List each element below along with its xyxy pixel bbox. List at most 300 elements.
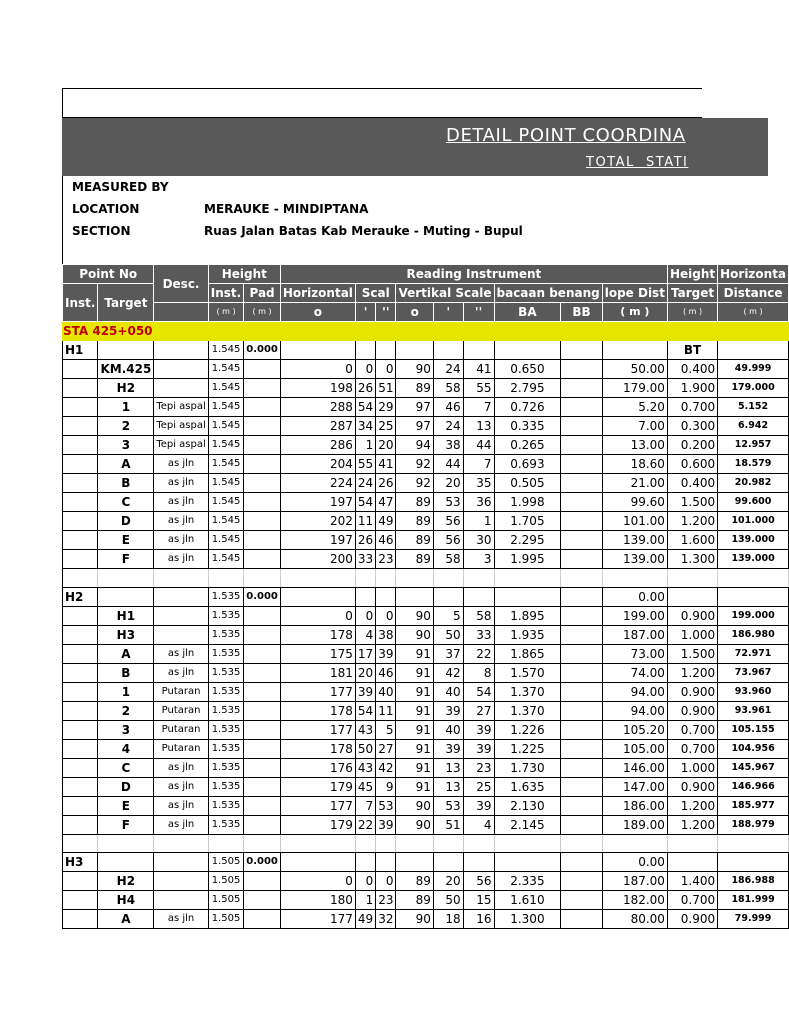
cell-inst — [63, 417, 98, 436]
cell-vd: 90 — [396, 625, 433, 644]
cell-dist: 49.999 — [718, 360, 789, 379]
cell-ba: 1.935 — [494, 625, 561, 644]
cell-hs: 39 — [376, 644, 396, 663]
cell-vm: 50 — [433, 625, 463, 644]
cell-target: 3 — [98, 436, 154, 455]
cell-ht: 0.700 — [667, 739, 717, 758]
cell-dist: 93.960 — [718, 682, 789, 701]
empty-cell — [718, 569, 789, 588]
cell-hd: 178 — [280, 701, 355, 720]
cell-desc — [154, 587, 208, 606]
cell-desc — [154, 606, 208, 625]
empty-cell — [463, 569, 494, 588]
cell-hm: 7 — [355, 796, 375, 815]
cell-ba: 1.895 — [494, 606, 561, 625]
cell-ht: 1.200 — [667, 815, 717, 834]
cell-ht — [667, 853, 717, 872]
cell-bb — [561, 474, 602, 493]
cell-sd: 18.60 — [602, 455, 667, 474]
cell-vm: 42 — [433, 663, 463, 682]
cell-ht: 1.900 — [667, 379, 717, 398]
cell-bb — [561, 891, 602, 910]
cell-inst — [63, 436, 98, 455]
empty-cell — [433, 834, 463, 853]
empty-cell — [667, 834, 717, 853]
cell-bb — [561, 777, 602, 796]
cell-bb — [561, 796, 602, 815]
cell-hm: 24 — [355, 474, 375, 493]
table-row — [63, 379, 789, 398]
cell-vd — [396, 341, 433, 360]
cell-hs — [376, 587, 396, 606]
cell-ht: 1.000 — [667, 758, 717, 777]
cell-dist: 146.966 — [718, 777, 789, 796]
cell-hi: 1.545 — [208, 550, 243, 569]
cell-vs: 39 — [463, 796, 494, 815]
cell-hi: 1.535 — [208, 815, 243, 834]
cell-desc: Putaran — [154, 720, 208, 739]
cell-ht: 1.500 — [667, 493, 717, 512]
cell-hm: 20 — [355, 663, 375, 682]
cell-pad: 0.000 — [244, 587, 281, 606]
cell-ht — [667, 587, 717, 606]
cell-hm: 49 — [355, 910, 375, 929]
cell-hm: 0 — [355, 360, 375, 379]
cell-ht: 1.200 — [667, 663, 717, 682]
cell-vm: 56 — [433, 512, 463, 531]
cell-hs: 25 — [376, 417, 396, 436]
station-row — [63, 587, 789, 606]
cell-pad — [244, 739, 281, 758]
cell-hm: 0 — [355, 872, 375, 891]
cell-sd: 13.00 — [602, 436, 667, 455]
cell-pad — [244, 910, 281, 929]
cell-vd: 91 — [396, 663, 433, 682]
cell-vd: 91 — [396, 777, 433, 796]
cell-vd: 89 — [396, 512, 433, 531]
cell-ba: 2.795 — [494, 379, 561, 398]
cell-hm: 39 — [355, 682, 375, 701]
cell-hs: 26 — [376, 474, 396, 493]
cell-ba: 0.693 — [494, 455, 561, 474]
cell-hi: 1.545 — [208, 360, 243, 379]
blank-row — [63, 834, 789, 853]
cell-hm: 43 — [355, 758, 375, 777]
cell-dist: 72.971 — [718, 644, 789, 663]
cell-hi: 1.545 — [208, 493, 243, 512]
table-row — [63, 701, 789, 720]
cell-hs: 32 — [376, 910, 396, 929]
cell-desc: as jln — [154, 455, 208, 474]
empty-cell — [355, 834, 375, 853]
cell-sd: 73.00 — [602, 644, 667, 663]
hdr-slope-dist: lope Dist — [602, 284, 667, 303]
cell-hd: 175 — [280, 644, 355, 663]
cell-ba: 1.705 — [494, 512, 561, 531]
cell-hm: 45 — [355, 777, 375, 796]
cell-target: B — [98, 663, 154, 682]
survey-table — [62, 264, 789, 929]
cell-ht: 0.900 — [667, 777, 717, 796]
cell-bb — [561, 512, 602, 531]
cell-pad — [244, 777, 281, 796]
cell-vd: 91 — [396, 720, 433, 739]
table-row — [63, 815, 789, 834]
empty-cell — [355, 569, 375, 588]
cell-desc: as jln — [154, 474, 208, 493]
cell-ht: 1.400 — [667, 872, 717, 891]
cell-desc: as jln — [154, 796, 208, 815]
cell-hs: 0 — [376, 360, 396, 379]
hdr-height: Height — [208, 265, 280, 284]
cell-hi: 1.505 — [208, 891, 243, 910]
cell-hd: 179 — [280, 777, 355, 796]
cell-bb — [561, 872, 602, 891]
cell-inst — [63, 474, 98, 493]
table-row — [63, 644, 789, 663]
empty-cell — [154, 834, 208, 853]
cell-hm: 26 — [355, 531, 375, 550]
blank-row — [63, 569, 789, 588]
cell-ht: 1.000 — [667, 625, 717, 644]
cell-pad — [244, 720, 281, 739]
cell-dist: 18.579 — [718, 455, 789, 474]
empty-cell — [602, 834, 667, 853]
cell-hs: 51 — [376, 379, 396, 398]
cell-vd: 89 — [396, 891, 433, 910]
cell-vd: 90 — [396, 360, 433, 379]
cell-hs: 27 — [376, 739, 396, 758]
cell-pad — [244, 455, 281, 474]
empty-cell — [602, 569, 667, 588]
table-row — [63, 436, 789, 455]
cell-vm: 44 — [433, 455, 463, 474]
hdr-horizontal-dist: Horizonta — [718, 265, 789, 284]
cell-desc: as jln — [154, 910, 208, 929]
cell-vd — [396, 587, 433, 606]
cell-target: 1 — [98, 398, 154, 417]
cell-hi: 1.535 — [208, 606, 243, 625]
cell-hs: 38 — [376, 625, 396, 644]
cell-pad — [244, 606, 281, 625]
cell-hi: 1.535 — [208, 720, 243, 739]
cell-vs: 39 — [463, 720, 494, 739]
cell-vm: 50 — [433, 891, 463, 910]
table-row — [63, 720, 789, 739]
table-row — [63, 360, 789, 379]
cell-hd: 198 — [280, 379, 355, 398]
cell-target: B — [98, 474, 154, 493]
cell-sd: 187.00 — [602, 872, 667, 891]
cell-bb — [561, 493, 602, 512]
cell-inst — [63, 360, 98, 379]
table-row — [63, 796, 789, 815]
hdr-unit-distance: ( m ) — [718, 303, 789, 322]
cell-sd: 99.60 — [602, 493, 667, 512]
cell-vd: 97 — [396, 398, 433, 417]
cell-sd: 21.00 — [602, 474, 667, 493]
cell-inst: H3 — [63, 853, 98, 872]
cell-vd: 97 — [396, 417, 433, 436]
hdr-height-inst: Inst. — [208, 284, 243, 303]
cell-vd: 92 — [396, 455, 433, 474]
cell-hi: 1.545 — [208, 417, 243, 436]
cell-hm: 17 — [355, 644, 375, 663]
cell-bb — [561, 587, 602, 606]
cell-vd: 91 — [396, 739, 433, 758]
station-row — [63, 341, 789, 360]
cell-sd: 105.00 — [602, 739, 667, 758]
cell-vs: 13 — [463, 417, 494, 436]
hdr-h-min: ' — [355, 303, 375, 322]
cell-pad — [244, 701, 281, 720]
cell-dist: 79.999 — [718, 910, 789, 929]
cell-inst — [63, 455, 98, 474]
hdr-target: Target — [98, 284, 154, 322]
cell-hs: 0 — [376, 872, 396, 891]
cell-vs: 23 — [463, 758, 494, 777]
cell-vd: 89 — [396, 379, 433, 398]
section-row — [63, 322, 789, 341]
cell-ba — [494, 341, 561, 360]
cell-ht: 0.900 — [667, 606, 717, 625]
cell-target: H4 — [98, 891, 154, 910]
cell-hd: 177 — [280, 796, 355, 815]
cell-vd: 90 — [396, 910, 433, 929]
cell-bb — [561, 739, 602, 758]
cell-hi: 1.545 — [208, 531, 243, 550]
cell-sd: 147.00 — [602, 777, 667, 796]
cell-ba — [494, 587, 561, 606]
cell-ba: 1.995 — [494, 550, 561, 569]
cell-hs: 47 — [376, 493, 396, 512]
cell-hd: 204 — [280, 455, 355, 474]
cell-vs: 55 — [463, 379, 494, 398]
cell-ba: 2.130 — [494, 796, 561, 815]
cell-vs — [463, 341, 494, 360]
cell-hs: 49 — [376, 512, 396, 531]
empty-cell — [376, 834, 396, 853]
measured-by-label: MEASURED BY — [72, 180, 169, 194]
cell-bb — [561, 455, 602, 474]
cell-vs: 35 — [463, 474, 494, 493]
cell-target: A — [98, 910, 154, 929]
cell-bb — [561, 398, 602, 417]
cell-hi: 1.535 — [208, 777, 243, 796]
cell-vm — [433, 341, 463, 360]
cell-bb — [561, 625, 602, 644]
cell-vd: 91 — [396, 682, 433, 701]
cell-vm: 58 — [433, 379, 463, 398]
cell-dist: 186.980 — [718, 625, 789, 644]
hdr-reading-instrument: Reading Instrument — [280, 265, 667, 284]
cell-desc: as jln — [154, 663, 208, 682]
cell-ba: 0.505 — [494, 474, 561, 493]
cell-vm: 24 — [433, 417, 463, 436]
cell-hd: 0 — [280, 360, 355, 379]
cell-inst — [63, 701, 98, 720]
cell-vs: 4 — [463, 815, 494, 834]
cell-hi: 1.545 — [208, 436, 243, 455]
cell-sd: 74.00 — [602, 663, 667, 682]
cell-inst — [63, 398, 98, 417]
cell-bb — [561, 417, 602, 436]
cell-vs: 44 — [463, 436, 494, 455]
cell-pad — [244, 815, 281, 834]
cell-sd: 139.00 — [602, 550, 667, 569]
cell-bb — [561, 644, 602, 663]
cell-hd: 177 — [280, 720, 355, 739]
cell-sd: 186.00 — [602, 796, 667, 815]
cell-vm: 40 — [433, 720, 463, 739]
hdr-ba: BA — [494, 303, 561, 322]
table-row — [63, 872, 789, 891]
empty-cell — [396, 569, 433, 588]
cell-hd: 180 — [280, 891, 355, 910]
cell-vs: 1 — [463, 512, 494, 531]
cell-ht: 0.900 — [667, 701, 717, 720]
cell-desc: as jln — [154, 531, 208, 550]
cell-vs: 33 — [463, 625, 494, 644]
cell-target: H1 — [98, 606, 154, 625]
cell-inst — [63, 720, 98, 739]
cell-hs: 11 — [376, 701, 396, 720]
cell-bb — [561, 701, 602, 720]
cell-vm — [433, 853, 463, 872]
cell-dist: 185.977 — [718, 796, 789, 815]
cell-hi: 1.535 — [208, 701, 243, 720]
cell-hs: 29 — [376, 398, 396, 417]
cell-hd: 200 — [280, 550, 355, 569]
empty-cell — [280, 569, 355, 588]
empty-cell — [98, 834, 154, 853]
cell-ba: 1.370 — [494, 701, 561, 720]
table-row — [63, 682, 789, 701]
cell-dist: 199.000 — [718, 606, 789, 625]
cell-dist: 181.999 — [718, 891, 789, 910]
cell-dist: 179.000 — [718, 379, 789, 398]
cell-bb — [561, 853, 602, 872]
cell-inst: H1 — [63, 341, 98, 360]
cell-inst — [63, 531, 98, 550]
cell-hm: 43 — [355, 720, 375, 739]
cell-pad: 0.000 — [244, 341, 281, 360]
cell-hd: 286 — [280, 436, 355, 455]
table-row — [63, 777, 789, 796]
cell-hm: 0 — [355, 606, 375, 625]
hdr-v-deg: o — [396, 303, 433, 322]
cell-sd: 94.00 — [602, 682, 667, 701]
cell-desc: as jln — [154, 550, 208, 569]
empty-cell — [208, 569, 243, 588]
cell-ht: 0.200 — [667, 436, 717, 455]
empty-cell — [561, 834, 602, 853]
table-row — [63, 758, 789, 777]
cell-hm: 54 — [355, 493, 375, 512]
cell-dist: 99.600 — [718, 493, 789, 512]
cell-vd — [396, 853, 433, 872]
cell-inst — [63, 625, 98, 644]
cell-ht: 0.400 — [667, 360, 717, 379]
cell-hi: 1.545 — [208, 455, 243, 474]
cell-ba: 0.335 — [494, 417, 561, 436]
hdr-unit-pad: ( m ) — [244, 303, 281, 322]
cell-ht: 0.700 — [667, 398, 717, 417]
hdr-unit-inst: ( m ) — [208, 303, 243, 322]
cell-dist: 101.000 — [718, 512, 789, 531]
cell-bb — [561, 663, 602, 682]
cell-hd: 197 — [280, 531, 355, 550]
cell-inst — [63, 758, 98, 777]
cell-target: E — [98, 796, 154, 815]
cell-sd: 0.00 — [602, 853, 667, 872]
cell-vm: 5 — [433, 606, 463, 625]
cell-vs: 15 — [463, 891, 494, 910]
cell-hm: 55 — [355, 455, 375, 474]
cell-vs: 27 — [463, 701, 494, 720]
cell-hm: 22 — [355, 815, 375, 834]
cell-target: C — [98, 493, 154, 512]
cell-hd: 181 — [280, 663, 355, 682]
cell-desc — [154, 853, 208, 872]
cell-hs: 41 — [376, 455, 396, 474]
cell-ba: 0.726 — [494, 398, 561, 417]
cell-hs: 39 — [376, 815, 396, 834]
hdr-h-sec: '' — [376, 303, 396, 322]
hdr-point-no: Point No — [63, 265, 154, 284]
cell-bb — [561, 910, 602, 929]
cell-target: F — [98, 550, 154, 569]
table-row — [63, 474, 789, 493]
cell-desc: Tepi aspal — [154, 436, 208, 455]
cell-hm: 4 — [355, 625, 375, 644]
top-empty-box — [62, 88, 702, 118]
cell-hs — [376, 341, 396, 360]
empty-cell — [718, 834, 789, 853]
cell-hm: 54 — [355, 398, 375, 417]
cell-pad — [244, 512, 281, 531]
cell-dist: 139.000 — [718, 550, 789, 569]
empty-cell — [63, 834, 98, 853]
cell-target: 3 — [98, 720, 154, 739]
cell-desc: Putaran — [154, 701, 208, 720]
header-row-1 — [63, 265, 789, 284]
cell-ba: 2.145 — [494, 815, 561, 834]
cell-ba: 1.730 — [494, 758, 561, 777]
cell-hi: 1.545 — [208, 398, 243, 417]
cell-sd: 182.00 — [602, 891, 667, 910]
cell-hd — [280, 587, 355, 606]
cell-sd: 187.00 — [602, 625, 667, 644]
empty-cell — [494, 569, 561, 588]
empty-cell — [280, 834, 355, 853]
cell-vs: 41 — [463, 360, 494, 379]
table-row — [63, 606, 789, 625]
cell-desc: as jln — [154, 644, 208, 663]
empty-cell — [98, 569, 154, 588]
cell-ba: 1.300 — [494, 910, 561, 929]
cell-hd — [280, 341, 355, 360]
cell-dist: 145.967 — [718, 758, 789, 777]
cell-ht: 1.600 — [667, 531, 717, 550]
cell-target: H2 — [98, 379, 154, 398]
cell-vd: 91 — [396, 644, 433, 663]
cell-hm: 50 — [355, 739, 375, 758]
cell-dist: 188.979 — [718, 815, 789, 834]
cell-hd: 287 — [280, 417, 355, 436]
cell-bb — [561, 758, 602, 777]
cell-pad — [244, 398, 281, 417]
